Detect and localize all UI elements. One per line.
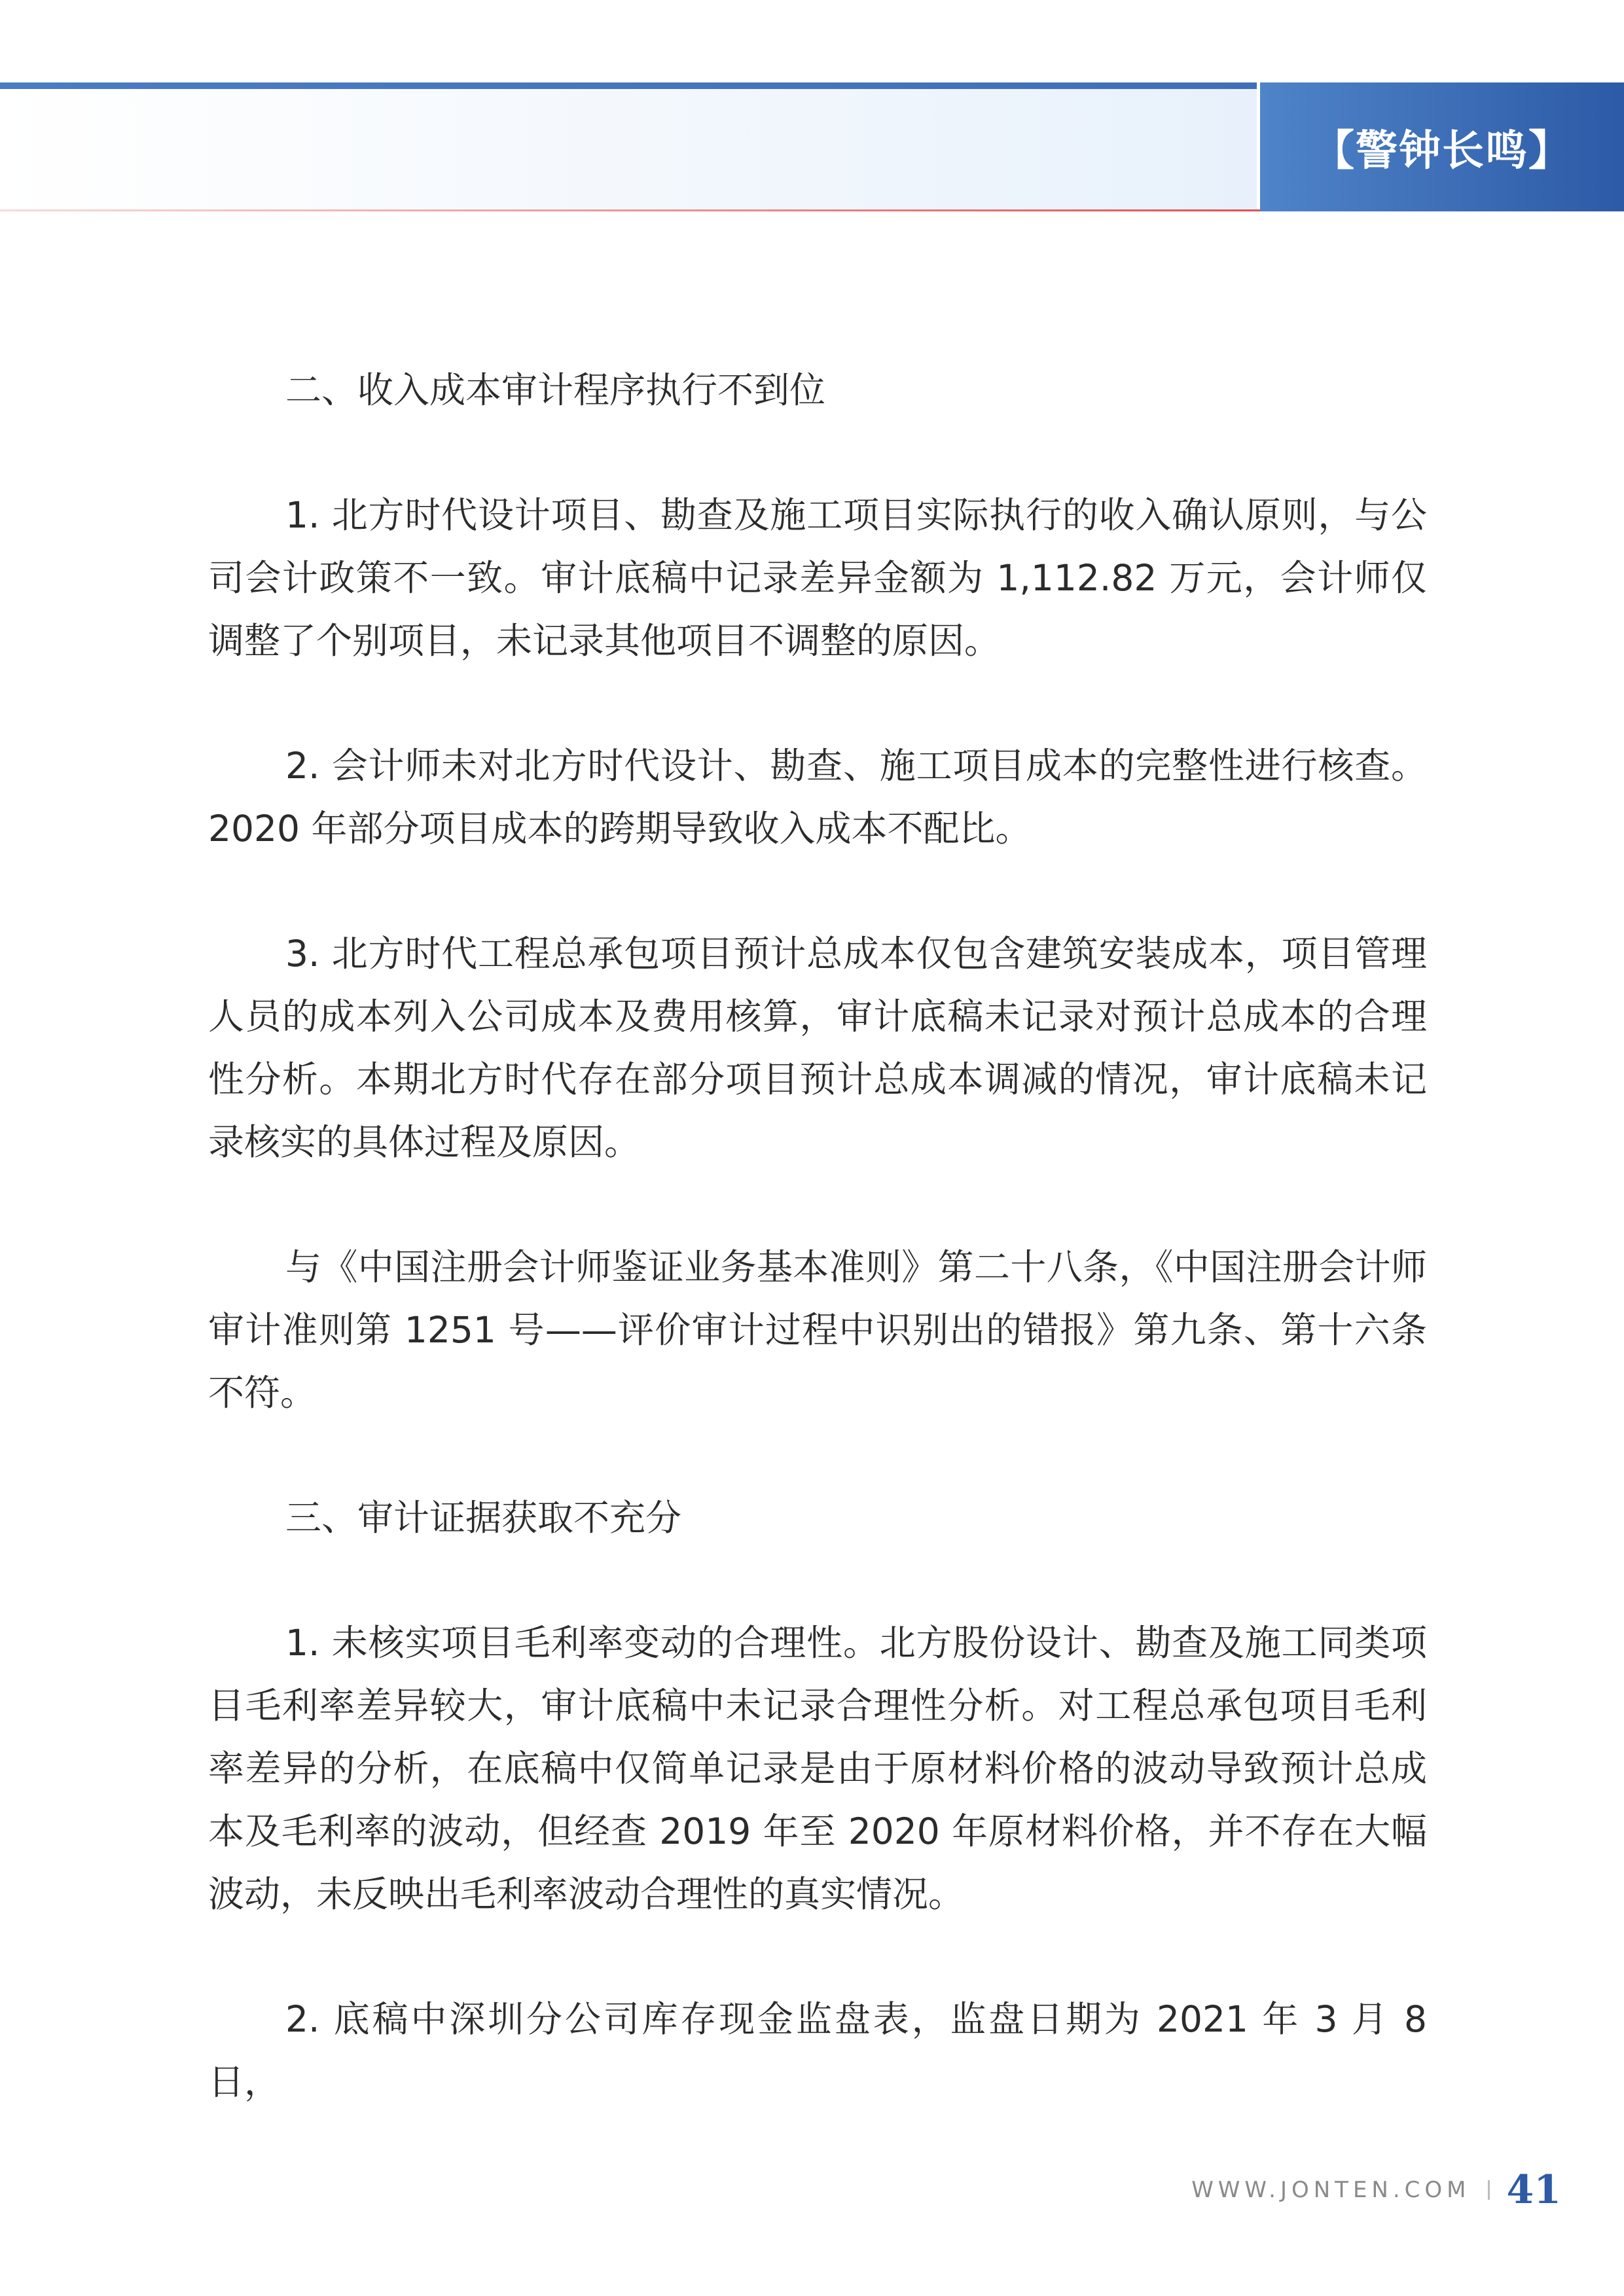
article-body: [208, 359, 1427, 2113]
page-number: 41: [1506, 2167, 1561, 2213]
paragraph-item-3: 3. 北方时代工程总承包项目预计总成本仅包含建筑安装成本，项目管理人员的成本列入公司成本及费用核算，审计底稿未记录对预计总成本的合理性分析。本期北方时代存在部分项目预计总成本调减的情况，审计底稿未记录核实的具体过程及原因。: [208, 933, 1427, 1163]
paragraph-item-1: 1. 北方时代设计项目、勘查及施工项目实际执行的收入确认原则，与公司会计政策不一致。审计底稿中记录差异金额为 1,112.82 万元，会计师仅调整了个别项目，未记录其他项目不调整的原因。: [208, 494, 1427, 662]
footer-divider: [1488, 2180, 1490, 2200]
paragraph-evidence-1: 1. 未核实项目毛利率变动的合理性。北方股份设计、勘查及施工同类项目毛利率差异较大，审计底稿中未记录合理性分析。对工程总承包项目毛利率差异的分析，在底稿中仅简单记录是由于原材料价格的波动导致预计总成本及毛利率的波动，但经查 2019 年至 2020 年原材料价格，并不存在大幅波动，未反映出毛利率波动合理性的真实情况。: [208, 1622, 1427, 1915]
paragraph-evidence-2: 2. 底稿中深圳分公司库存现金监盘表，监盘日期为 2021 年 3 月 8 日，: [208, 1998, 1427, 2103]
header-underline: [0, 209, 1260, 211]
header-top-rule: [0, 82, 1257, 89]
section-heading-3: 三、审计证据获取不充分: [285, 1497, 682, 1539]
section-tag-label: 【警钟长鸣】: [1312, 126, 1572, 175]
website-link[interactable]: WWW.JONTEN.COM: [1191, 2177, 1471, 2203]
paragraph-item-2: 2. 会计师未对北方时代设计、勘查、施工项目成本的完整性进行核查。2020 年部分项目成本的跨期导致收入成本不配比。: [208, 745, 1427, 850]
paragraph-regulation: 与《中国注册会计师鉴证业务基本准则》第二十八条，《中国注册会计师审计准则第 1251 号——评价审计过程中识别出的错报》第九条、第十六条不符。: [208, 1246, 1427, 1414]
section-heading-2: 二、收入成本审计程序执行不到位: [285, 369, 826, 411]
section-tag: [1260, 82, 1624, 211]
header-band: [0, 89, 1257, 211]
page-footer: [1191, 2164, 1561, 2216]
